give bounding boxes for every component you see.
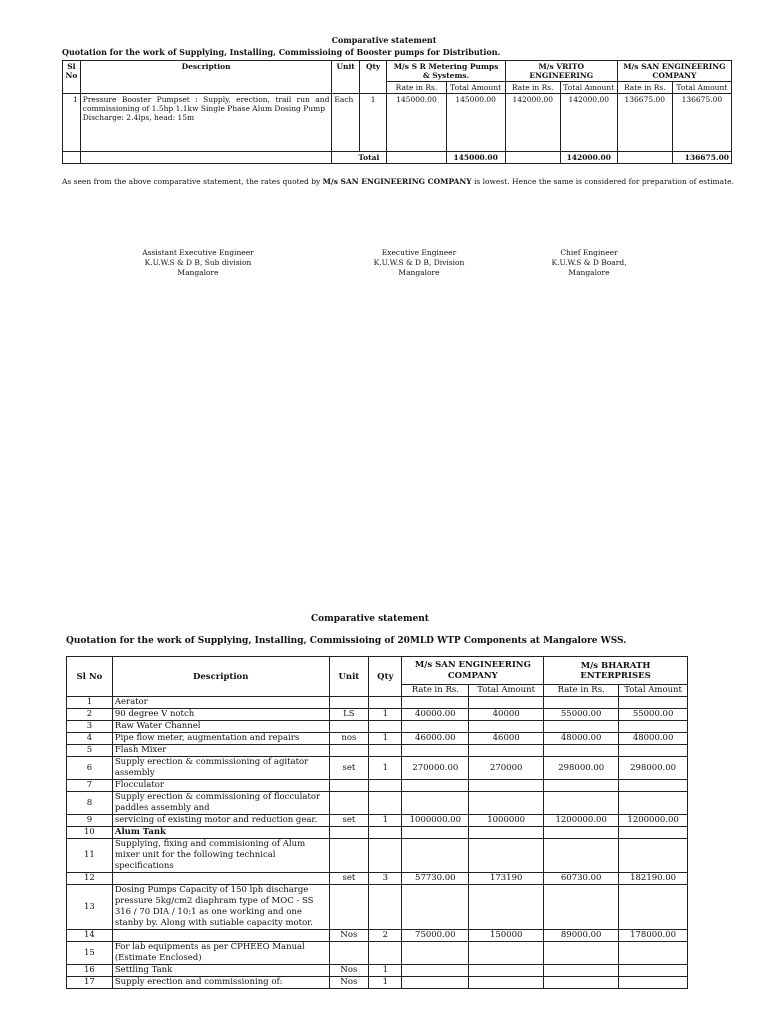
rate-cell: [544, 792, 619, 815]
table-row: [67, 745, 688, 757]
unit-cell: [329, 780, 369, 792]
total-cell: 55000.00: [619, 709, 688, 721]
table-row: [67, 827, 688, 839]
rate-cell: 55000.00: [544, 709, 619, 721]
total-label: Total: [332, 152, 387, 164]
doc2-subtitle: Quotation for the work of Supplying, Installing, Commissioing of 20MLD WTP Components at Mangalore WSS.: [66, 636, 627, 646]
unit-cell: [329, 827, 369, 839]
table-row: [67, 792, 688, 815]
total-cell: [619, 721, 688, 733]
rate-cell: [544, 721, 619, 733]
total-header: Total Amount: [469, 685, 544, 697]
rate-cell: [402, 942, 469, 965]
total-cell: 40000: [469, 709, 544, 721]
sl-cell: 11: [67, 839, 113, 873]
sl-no-header: Sl No: [63, 61, 81, 94]
description-cell: Pipe flow meter, augmentation and repairs: [112, 733, 329, 745]
table-row: [67, 709, 688, 721]
total-cell: [619, 965, 688, 977]
doc2-header-row: [67, 657, 688, 685]
total-cell: [469, 721, 544, 733]
table-row: [67, 977, 688, 989]
signatory-title: Assistant Executive Engineer: [142, 248, 254, 257]
table-row: [67, 930, 688, 942]
description-cell: [112, 930, 329, 942]
total-cell: 298000.00: [619, 757, 688, 780]
unit-cell: set: [329, 757, 369, 780]
doc2-table-body: [67, 697, 688, 989]
qty-cell: 1: [369, 709, 402, 721]
rate-cell: [402, 977, 469, 989]
qty-cell: 1: [369, 733, 402, 745]
signatory-assistant-executive-engineer: [98, 248, 298, 278]
unit-cell: [329, 942, 369, 965]
total-value-vendor3: 136675.00: [672, 152, 731, 164]
doc1-subtitle: Quotation for the work of Supplying, Installing, Commissioing of Booster pumps for Distribution.: [62, 47, 501, 57]
signatory-office: K.U.W.S & D B, Division: [373, 258, 465, 267]
total-cell: [469, 965, 544, 977]
rate-cell: 46000.00: [402, 733, 469, 745]
rate-cell: [544, 965, 619, 977]
sl-cell: 10: [67, 827, 113, 839]
total-cell: 145000.00: [446, 94, 505, 152]
note-prefix: As seen from the above comparative statement, the rates quoted by: [62, 177, 323, 186]
total-cell: [469, 942, 544, 965]
description-cell: servicing of existing motor and reduction gear.: [112, 815, 329, 827]
signatory-office: K.U.W.S & D Board,: [551, 258, 627, 267]
qty-cell: [369, 792, 402, 815]
description-cell: Settling Tank: [112, 965, 329, 977]
vendor1-header: M/s S R Metering Pumps & Systems.: [387, 61, 505, 82]
total-row: [63, 152, 732, 164]
total-cell: 136675.00: [672, 94, 731, 152]
description-text: Pressure Booster Pumpset : Supply, erection, trail run and commissioning of 1.5hp 1.1kw Single Phase Alum Dosing Pump: [82, 95, 330, 113]
qty-cell: 1: [369, 757, 402, 780]
sl-cell: 17: [67, 977, 113, 989]
table-row: [63, 94, 732, 152]
description-cell: Supply erection & commissioning of agitator assembly: [112, 757, 329, 780]
unit-cell: [329, 792, 369, 815]
rate-cell: [402, 827, 469, 839]
total-cell: [469, 780, 544, 792]
sl-cell: 13: [67, 885, 113, 930]
rate-cell: [544, 839, 619, 873]
vendor2-header: M/s VRITO ENGINEERING: [505, 61, 617, 82]
unit-header: Unit: [329, 657, 369, 697]
note-suffix: is lowest. Hence the same is considered for preparation of estimate.: [471, 177, 734, 186]
sl-cell: 6: [67, 757, 113, 780]
qty-cell: [369, 885, 402, 930]
rate-cell: 75000.00: [402, 930, 469, 942]
description-cell: 90 degree V notch: [112, 709, 329, 721]
total-cell: 270000: [469, 757, 544, 780]
vendor3-header: M/s SAN ENGINEERING COMPANY: [617, 61, 731, 82]
sl-cell: 12: [67, 873, 113, 885]
total-cell: [619, 745, 688, 757]
unit-cell: [329, 839, 369, 873]
unit-cell: nos: [329, 733, 369, 745]
qty-cell: [369, 721, 402, 733]
total-cell: [469, 839, 544, 873]
total-cell: [619, 697, 688, 709]
description-cell: Flash Mixer: [112, 745, 329, 757]
total-header: Total Amount: [560, 82, 617, 94]
rate-cell: 1200000.00: [544, 815, 619, 827]
description-text-2: Discharge: 2.4lps, head: 15m: [82, 113, 195, 122]
sl-cell: 16: [67, 965, 113, 977]
table-row: [67, 965, 688, 977]
description-cell: Raw Water Channel: [112, 721, 329, 733]
qty-cell: 3: [369, 873, 402, 885]
total-cell: [619, 885, 688, 930]
sl-cell: 2: [67, 709, 113, 721]
total-value-vendor1: 145000.00: [446, 152, 505, 164]
doc1-title: Comparative statement: [331, 35, 437, 45]
unit-cell: Nos: [329, 930, 369, 942]
total-cell: 178000.00: [619, 930, 688, 942]
unit-header: Unit: [332, 61, 359, 94]
qty-cell: 2: [369, 930, 402, 942]
total-cell: 142000.00: [560, 94, 617, 152]
signatory-office: K.U.W.S & D B, Sub division: [144, 258, 252, 267]
rate-header: Rate in Rs.: [505, 82, 560, 94]
total-cell: [469, 792, 544, 815]
qty-cell: [369, 827, 402, 839]
table-row: [67, 942, 688, 965]
rate-cell: [402, 839, 469, 873]
total-cell: 48000.00: [619, 733, 688, 745]
sl-cell: 4: [67, 733, 113, 745]
description-cell: [112, 873, 329, 885]
table-row: [67, 885, 688, 930]
total-cell: 150000: [469, 930, 544, 942]
note-company: M/s SAN ENGINEERING COMPANY: [322, 177, 472, 186]
rate-cell: 142000.00: [505, 94, 560, 152]
rate-cell: 57730.00: [402, 873, 469, 885]
description-cell: For lab equipments as per CPHEEO Manual (Estimate Enclosed): [112, 942, 329, 965]
table-row: [67, 815, 688, 827]
rate-cell: 48000.00: [544, 733, 619, 745]
total-header: Total Amount: [619, 685, 688, 697]
rate-cell: 40000.00: [402, 709, 469, 721]
total-cell: [469, 977, 544, 989]
total-cell: [619, 792, 688, 815]
qty-cell: [369, 942, 402, 965]
total-cell: 1200000.00: [619, 815, 688, 827]
signatory-title: Chief Engineer: [560, 248, 618, 257]
qty-cell: [369, 697, 402, 709]
unit-cell: Nos: [329, 977, 369, 989]
total-value-vendor2: 142000.00: [560, 152, 617, 164]
total-header: Total Amount: [446, 82, 505, 94]
sl-cell: 15: [67, 942, 113, 965]
rate-cell: 145000.00: [387, 94, 446, 152]
sl-cell: 1: [63, 94, 81, 152]
unit-cell: Each: [332, 94, 359, 152]
description-cell: Supply erection & commissioning of flocculator paddles assembly and: [112, 792, 329, 815]
qty-header: Qty: [359, 61, 386, 94]
unit-cell: [329, 885, 369, 930]
sl-cell: 14: [67, 930, 113, 942]
total-cell: [619, 827, 688, 839]
total-cell: 1000000: [469, 815, 544, 827]
rate-cell: 136675.00: [617, 94, 672, 152]
rate-header: Rate in Rs.: [387, 82, 446, 94]
sl-no-header: Sl No: [67, 657, 113, 697]
rate-cell: 1000000.00: [402, 815, 469, 827]
unit-cell: [329, 721, 369, 733]
qty-cell: 1: [359, 94, 386, 152]
sl-cell: 9: [67, 815, 113, 827]
rate-cell: [402, 721, 469, 733]
rate-header: Rate in Rs.: [402, 685, 469, 697]
description-cell: Alum Tank: [112, 827, 329, 839]
qty-header: Qty: [369, 657, 402, 697]
signatory-location: Mangalore: [398, 268, 440, 277]
rate-cell: [402, 965, 469, 977]
table-row: [67, 780, 688, 792]
total-cell: [469, 745, 544, 757]
unit-cell: LS: [329, 709, 369, 721]
rate-cell: [544, 942, 619, 965]
rate-cell: [544, 697, 619, 709]
signatory-location: Mangalore: [568, 268, 610, 277]
rate-cell: [544, 977, 619, 989]
table-row: [67, 757, 688, 780]
doc2-comparison-table: [66, 656, 688, 989]
rate-cell: [544, 745, 619, 757]
total-cell: 182190.00: [619, 873, 688, 885]
description-cell: Aerator: [112, 697, 329, 709]
rate-cell: 270000.00: [402, 757, 469, 780]
sl-cell: 1: [67, 697, 113, 709]
rate-header: Rate in Rs.: [617, 82, 672, 94]
total-cell: [469, 697, 544, 709]
sl-cell: 5: [67, 745, 113, 757]
doc1-comparison-table: [62, 60, 732, 164]
rate-cell: [402, 697, 469, 709]
rate-cell: 89000.00: [544, 930, 619, 942]
signatory-chief-engineer: [489, 248, 689, 278]
table-row: [67, 697, 688, 709]
rate-cell: [402, 792, 469, 815]
rate-cell: [402, 780, 469, 792]
signatory-location: Mangalore: [177, 268, 219, 277]
sl-cell: 7: [67, 780, 113, 792]
description-cell: Flocculator: [112, 780, 329, 792]
total-cell: [619, 780, 688, 792]
table-row: [67, 733, 688, 745]
rate-cell: 298000.00: [544, 757, 619, 780]
total-cell: 46000: [469, 733, 544, 745]
qty-cell: [369, 745, 402, 757]
description-cell: Dosing Pumps Capacity of 150 lph discharge pressure 5kg/cm2 diaphram type of MOC - SS 316 / 70 DIA / 10:1 as one working and one stanby by. Along with sutiable capacity motor.: [112, 885, 329, 930]
rate-cell: [402, 745, 469, 757]
sl-cell: 3: [67, 721, 113, 733]
qty-cell: [369, 780, 402, 792]
total-cell: [619, 977, 688, 989]
sl-cell: 8: [67, 792, 113, 815]
doc1-header-row: [63, 61, 732, 82]
qty-cell: 1: [369, 977, 402, 989]
unit-cell: Nos: [329, 965, 369, 977]
description-cell: [80, 94, 332, 152]
unit-cell: set: [329, 815, 369, 827]
total-cell: [469, 885, 544, 930]
rate-cell: [544, 780, 619, 792]
description-header: Description: [112, 657, 329, 697]
total-cell: 173190: [469, 873, 544, 885]
total-header: Total Amount: [672, 82, 731, 94]
rate-cell: [544, 885, 619, 930]
table-row: [67, 721, 688, 733]
rate-cell: [402, 885, 469, 930]
unit-cell: set: [329, 873, 369, 885]
table-row: [67, 839, 688, 873]
description-cell: Supplying, fixing and commisioning of Alum mixer unit for the following technical specifications: [112, 839, 329, 873]
signatory-title: Executive Engineer: [381, 248, 457, 257]
unit-cell: [329, 697, 369, 709]
doc2-title: Comparative statement: [311, 614, 429, 624]
table-row: [67, 873, 688, 885]
total-cell: [619, 942, 688, 965]
qty-cell: 1: [369, 815, 402, 827]
qty-cell: 1: [369, 965, 402, 977]
description-cell: Supply erection and commissioning of:: [112, 977, 329, 989]
conclusion-note: [62, 177, 734, 186]
description-header: Description: [80, 61, 332, 94]
rate-cell: [544, 827, 619, 839]
vendor2-header: M/s BHARATH ENTERPRISES: [544, 657, 688, 685]
qty-cell: [369, 839, 402, 873]
rate-cell: 60730.00: [544, 873, 619, 885]
rate-header: Rate in Rs.: [544, 685, 619, 697]
total-cell: [619, 839, 688, 873]
vendor1-header: M/s SAN ENGINEERING COMPANY: [402, 657, 544, 685]
unit-cell: [329, 745, 369, 757]
total-cell: [469, 827, 544, 839]
